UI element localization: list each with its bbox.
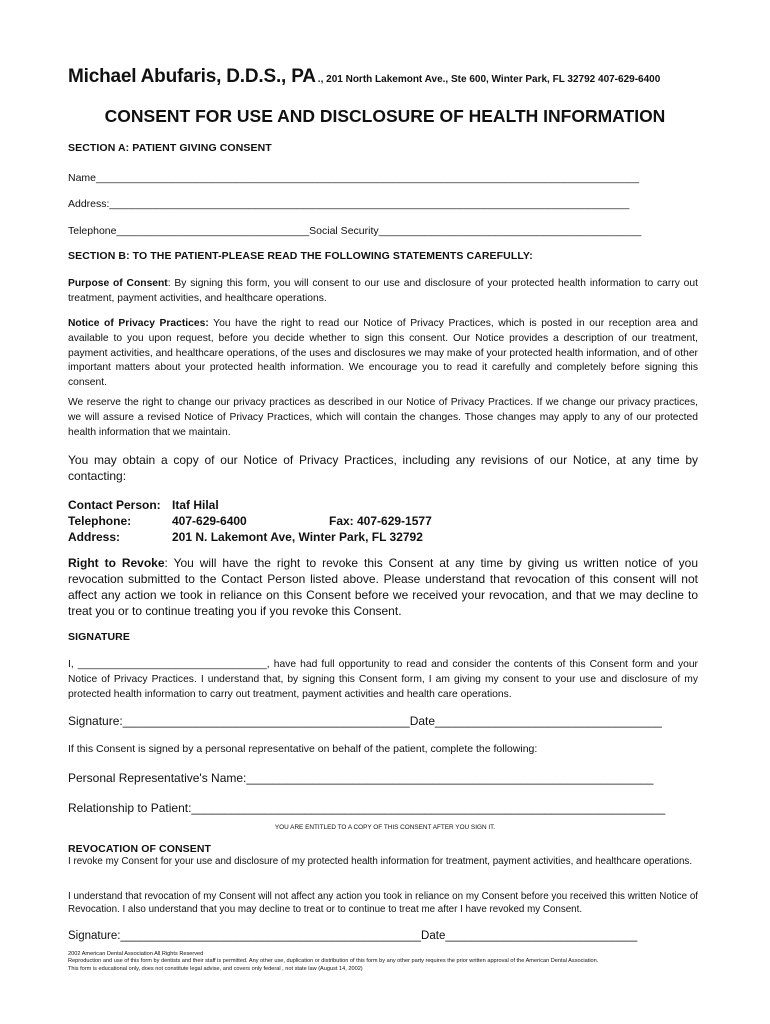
contact-address-value: 201 N. Lakemont Ave, Winter Park, FL 32792: [172, 530, 423, 544]
revocation-text-1: I revoke my Consent for your use and disclosure of my protected health information for treatment, payment activities, and healthcare operations.: [68, 856, 693, 867]
right-to-revoke-paragraph: [68, 555, 698, 619]
form-title: CONSENT FOR USE AND DISCLOSURE OF HEALTH INFORMATION: [104, 106, 666, 126]
revocation-signature-label: Signature:: [68, 930, 121, 942]
revocation-signature-row: [68, 930, 637, 942]
signature-label: Signature:: [68, 714, 123, 728]
contact-telephone-label: Telephone:: [68, 514, 132, 528]
signature-input[interactable]: ___________________________________________: [122, 714, 410, 728]
footer-copyright: 2002 American Dental Association All Rights Reserved: [68, 951, 204, 957]
purpose-label: Purpose of Consent: [68, 278, 168, 289]
entitled-copy-note: YOU ARE ENTITLED TO A COPY OF THIS CONSENT AFTER YOU SIGN IT.: [274, 824, 496, 831]
practice-name: Michael Abufaris, D.D.S., PA: [68, 66, 316, 87]
practice-address: ., 201 North Lakemont Ave., Ste 600, Winter Park, FL 32792 407-629-6400: [317, 74, 661, 85]
patient-address-field[interactable]: Address:_________________________________________________________________________________________: [68, 198, 630, 210]
telephone-field-label: Telephone_________________________________: [68, 225, 310, 237]
revocation-heading: REVOCATION OF CONSENT: [68, 843, 212, 855]
signature-statement: I, _________________________________, have had full opportunity to read and consider the contents of this Consent form and your Notice of Privacy Practices. I understand that, by signing this Consent form, I am giving my consent to your use and disclosure of my protected health information to carry out treatment, payment activities and health care operations.: [68, 659, 698, 700]
revocation-text-2: I understand that revocation of my Consent will not affect any action you took in reliance on my Consent before you received this written Notice of Revocation. I also understand that you may decline to treat or to continue to treat me after I have revoked my Consent.: [68, 891, 698, 915]
contact-address-row: [68, 529, 432, 545]
revocation-signature-input[interactable]: _______________________________________________: [120, 930, 422, 942]
contact-telephone-value: 407-629-6400: [172, 514, 247, 528]
revocation-date-label: Date: [421, 930, 446, 942]
social-security-field[interactable]: Social Security_____________________________________________: [309, 225, 642, 237]
privacy-label: Notice of Privacy Practices:: [68, 318, 209, 329]
revoke-label: Right to Revoke: [68, 556, 165, 570]
purpose-paragraph: [68, 277, 698, 307]
relationship-field[interactable]: Relationship to Patient:_______________________________________________________________________: [68, 801, 666, 815]
telephone-field[interactable]: [68, 225, 641, 237]
revoke-text: : You will have the right to revoke this Consent at any time by giving us written notice of you revocation submitted to the Contact Person listed above. Please understand that revocation of this consent will not affect any action we took in reliance on this Consent before we received your revocation, and that we may decline to treat you or to continue treating you if you revoke this Consent.: [68, 556, 699, 618]
representative-note: If this Consent is signed by a personal representative on behalf of the patient, complete the following:: [68, 743, 538, 755]
contact-person-value: Itaf Hilal: [172, 498, 219, 512]
revocation-date-input[interactable]: ______________________________: [445, 930, 638, 942]
contact-person-label: Contact Person:: [68, 498, 161, 512]
date-input[interactable]: __________________________________: [435, 714, 662, 728]
privacy-notice-paragraph: [68, 317, 698, 391]
contact-telephone-row: [68, 513, 432, 529]
section-b-heading: SECTION B: TO THE PATIENT-PLEASE READ THE FOLLOWING STATEMENTS CAREFULLY:: [68, 250, 533, 262]
reserve-paragraph: We reserve the right to change our privacy practices as described in our Notice of Privacy Practices. If we change our privacy practices, we will assure a revised Notice of Privacy Practices, which will contain the changes. Those changes may apply to any of our protected health information that we maintain.: [68, 397, 698, 438]
contact-address-label: Address:: [68, 530, 121, 544]
privacy-text: You have the right to read our Notice of Privacy Practices, which is posted in our reception area and available to you upon request, before you decide whether to sign this consent. Our Notice provides a description of our treatment, payment activities, and healthcare operations, of the uses and disclosures we may make of your protected health information, and of other important matters about your protected health information. We encourage you to read it carefully and completely before signing this consent.: [68, 318, 699, 389]
contact-person-row: [68, 497, 432, 513]
contact-block: [68, 497, 432, 545]
signature-row: [68, 714, 662, 728]
letterhead: [68, 66, 660, 88]
footer-reproduction: Reproduction and use of this form by dentists and their staff is permitted. Any other use, duplication or distribution of this form by any other party requires the prior written approval of the American Dental Association.: [68, 958, 599, 965]
contact-fax: Fax: 407-629-1577: [329, 514, 432, 528]
section-a-heading: SECTION A: PATIENT GIVING CONSENT: [68, 142, 272, 154]
date-label: Date: [409, 714, 436, 728]
patient-name-field[interactable]: Name_____________________________________________________________________________________________: [68, 172, 640, 184]
signature-heading: SIGNATURE: [68, 631, 130, 643]
purpose-text: : By signing this form, you will consent to our use and disclosure of your protected health information to carry out treatment, payment activities, and healthcare operations.: [68, 278, 698, 304]
representative-name-field[interactable]: Personal Representative's Name:_____________________________________________________________: [68, 771, 654, 785]
obtain-copy-paragraph: You may obtain a copy of our Notice of Privacy Practices, including any revisions of our Notice, at any time by contacting:: [68, 453, 698, 483]
footer-disclaimer: This form is educational only, does not constitute legal advise, and covers only federal , not state law (August 14, 2002): [68, 965, 363, 972]
footer: [68, 951, 598, 973]
